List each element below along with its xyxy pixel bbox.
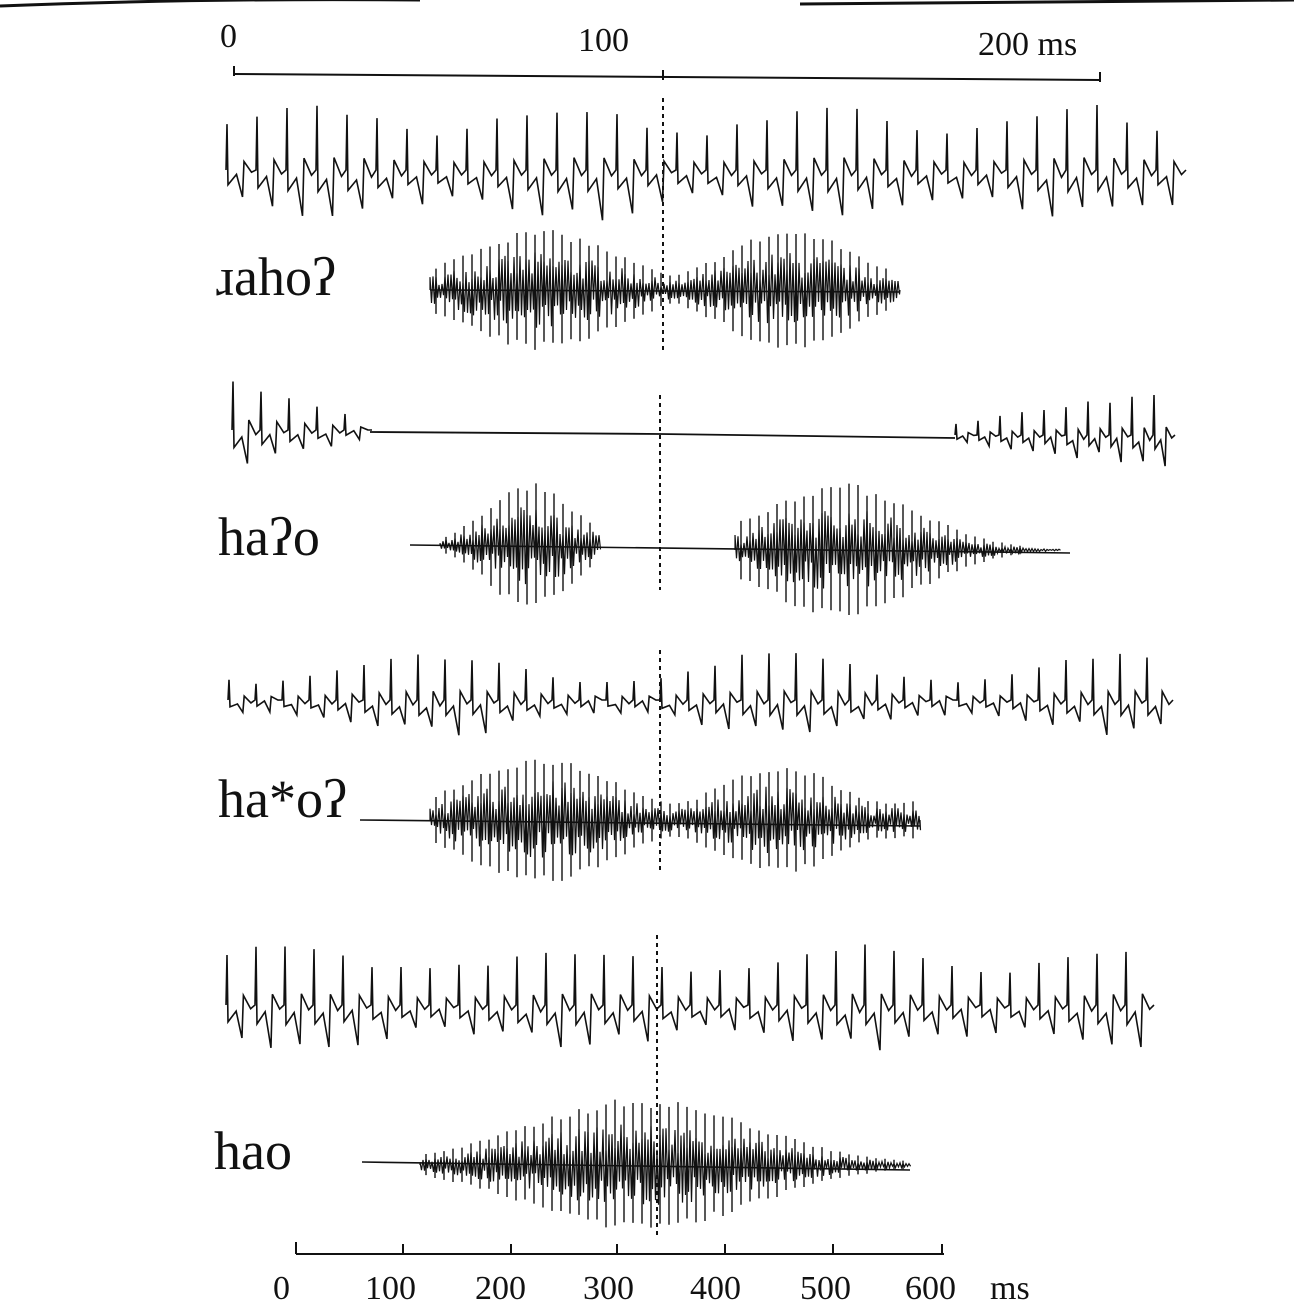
waveform-full bbox=[430, 781, 921, 857]
waveform-zoomed bbox=[232, 382, 372, 464]
alignment-markers bbox=[657, 98, 663, 1237]
word-label: haʔo bbox=[218, 507, 320, 567]
waveform-flat bbox=[370, 432, 955, 438]
bottom-tick-label: 200 bbox=[475, 1270, 526, 1307]
waveform-zoomed bbox=[955, 395, 1175, 466]
top-time-scale bbox=[0, 0, 1294, 82]
word-label: ha*oʔ bbox=[218, 769, 347, 829]
bottom-tick-label: 300 bbox=[583, 1270, 634, 1307]
top-tick-label: 200 ms bbox=[978, 26, 1078, 63]
word-label: ɹahoʔ bbox=[216, 247, 336, 307]
bottom-tick-label: 500 bbox=[800, 1270, 851, 1307]
bottom-tick-label: 100 bbox=[365, 1270, 416, 1307]
bottom-tick-label: ms bbox=[990, 1270, 1030, 1307]
top-tick-label: 100 bbox=[578, 22, 629, 59]
bottom-time-scale bbox=[296, 1242, 944, 1254]
top-tick-label: 0 bbox=[220, 18, 237, 55]
waveform-full-pulses bbox=[426, 1100, 903, 1228]
bottom-tick-label: 0 bbox=[273, 1270, 290, 1307]
word-label: hao bbox=[214, 1121, 292, 1181]
waveforms bbox=[226, 105, 1186, 1228]
bottom-tick-label: 600 bbox=[905, 1270, 956, 1307]
waveform-zoomed bbox=[228, 653, 1173, 735]
waveform-zoomed bbox=[226, 105, 1186, 220]
bottom-tick-label: 400 bbox=[690, 1270, 741, 1307]
waveform-zoomed bbox=[226, 945, 1154, 1051]
